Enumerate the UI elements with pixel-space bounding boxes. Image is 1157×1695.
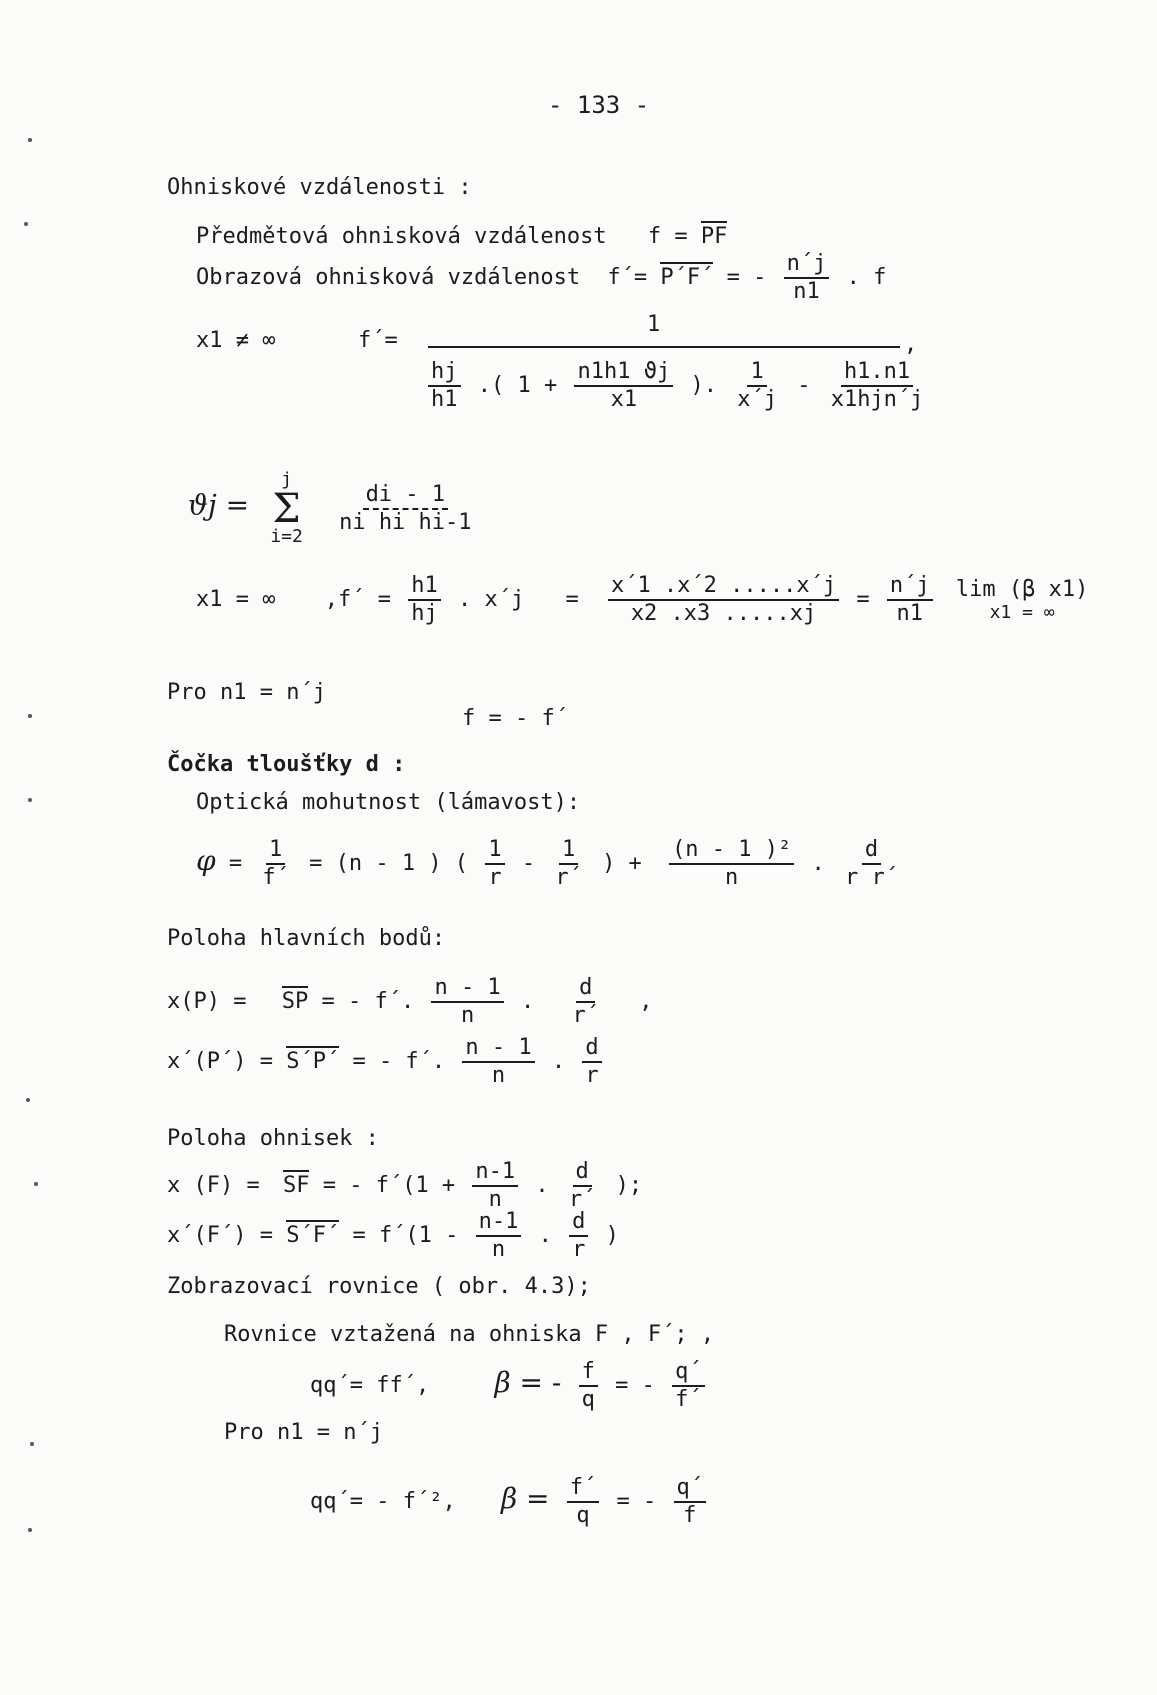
xp-d-num: d xyxy=(576,976,595,1003)
phi-symbol: φ xyxy=(196,844,216,878)
beta1-den: q xyxy=(581,1387,595,1413)
n-ratio xyxy=(887,574,933,626)
principal-heading: Poloha hlavních bodů: xyxy=(167,926,446,951)
one-over-xj xyxy=(734,360,780,412)
image-focal-den: n1 xyxy=(793,279,820,305)
xf-d-den: r´ xyxy=(568,1187,596,1213)
xp-tail: , xyxy=(639,989,653,1015)
general-main-bar xyxy=(428,346,900,348)
theta-term-den: x1 xyxy=(610,387,638,413)
power-dot: . xyxy=(811,851,825,877)
n1-den: n1 xyxy=(896,601,923,627)
image-focal-tail: . f xyxy=(846,265,887,291)
object-focal-label: Předmětová ohnisková vzdálenost xyxy=(196,224,607,249)
object-focal-line xyxy=(196,224,727,249)
margin-speck xyxy=(30,1442,34,1446)
image-focal-line xyxy=(196,252,886,304)
h1-den: h1 xyxy=(431,387,458,413)
h1n1-fraction xyxy=(828,360,927,412)
one-over-f xyxy=(259,838,292,890)
xf-n-den: n xyxy=(488,1187,502,1213)
imaging-line-1 xyxy=(310,1360,709,1412)
d-over-rr xyxy=(842,838,901,890)
infinite-condition: x1 = ∞ xyxy=(196,587,276,613)
xpp-d-fraction xyxy=(582,1036,601,1088)
general-numerator: 1 xyxy=(647,312,661,337)
margin-speck xyxy=(28,798,32,802)
x-product-fraction xyxy=(608,574,839,626)
sigma-symbol: Σ xyxy=(272,485,301,532)
beta2-den2: f xyxy=(683,1503,697,1529)
principal-line-1 xyxy=(167,976,652,1028)
beta1-frac-1 xyxy=(579,1360,598,1412)
theta-term-num: n1h1 ϑj xyxy=(574,360,673,387)
infinite-lhs: ,f´ = xyxy=(324,587,391,613)
newton-equation: qq´= ff´, xyxy=(310,1373,430,1399)
sp-segment: SP xyxy=(282,986,309,1014)
page-number: - 133 - xyxy=(548,91,650,119)
general-comma: , xyxy=(904,332,918,357)
infinite-eq2: = xyxy=(856,587,870,613)
xf-n-fraction xyxy=(472,1160,518,1212)
beta2-num2: q´ xyxy=(674,1476,707,1503)
x1hjnj-den: x1hjn´j xyxy=(830,387,924,413)
optical-power-label: Optická mohutnost (lámavost): xyxy=(196,790,581,815)
rr-den: r r´ xyxy=(845,865,899,891)
r1-den: r xyxy=(488,865,502,891)
beta1-frac-2 xyxy=(672,1360,705,1412)
xff-n-den: n xyxy=(491,1237,506,1263)
power-f-den: f´ xyxy=(262,865,289,891)
xf-d-num: d xyxy=(573,1160,592,1187)
xp-d-den: r´ xyxy=(572,1003,599,1029)
denominator-close: ). xyxy=(690,373,717,399)
xff-tail: ) xyxy=(605,1223,619,1249)
optical-power-formula xyxy=(196,838,905,890)
image-focal-num: n´j xyxy=(784,252,830,279)
object-focal-lhs: f = xyxy=(647,224,688,249)
power-close: ) + xyxy=(602,851,642,877)
xff-dot: . xyxy=(538,1223,552,1249)
xp-lhs: x(P) = xyxy=(167,989,247,1015)
x-product-num: x´1 .x´2 .....x´j xyxy=(608,574,839,601)
summation xyxy=(270,470,303,547)
power-one-num: 1 xyxy=(266,838,285,865)
xff-d-den: r xyxy=(572,1237,586,1263)
margin-speck xyxy=(24,222,28,226)
xp-eq: = - f´. xyxy=(321,989,415,1015)
phi-eq: = xyxy=(228,851,243,877)
xff-eq: = f´(1 - xyxy=(352,1223,459,1249)
xf-n-num: n-1 xyxy=(472,1160,518,1187)
beta1-lhs: β = - xyxy=(494,1366,562,1400)
limit-subscript: x1 = ∞ xyxy=(989,601,1055,623)
xp-n-fraction xyxy=(431,976,503,1028)
sff-segment: S´F´ xyxy=(286,1220,339,1248)
xf-lhs: x (F) = xyxy=(167,1173,260,1199)
xp-n-den: n xyxy=(460,1003,475,1029)
imaging-condition: Pro n1 = n´j xyxy=(224,1420,383,1445)
infinite-eq: = xyxy=(565,587,579,613)
n-squared-num: (n - 1 )² xyxy=(669,838,794,865)
xpp-eq: = - f´. xyxy=(352,1049,446,1075)
limit-text: lim (β x1) xyxy=(955,577,1089,603)
sum-lower: i=2 xyxy=(270,525,303,547)
equal-index-condition: Pro n1 = n´j xyxy=(167,680,326,705)
xpp-dot: . xyxy=(551,1049,566,1075)
margin-speck xyxy=(34,1182,38,1186)
n-squared-den: n xyxy=(725,865,739,891)
margin-speck xyxy=(28,138,32,142)
image-focal-eq: = - xyxy=(726,265,767,291)
xj-den: x´j xyxy=(737,387,777,413)
h1-over-hj xyxy=(408,574,441,626)
theta-over-x1 xyxy=(574,360,673,412)
newton-equation-2: qq´= - f´², xyxy=(310,1489,456,1515)
foci-line-2 xyxy=(167,1210,619,1262)
xpp-d-num: d xyxy=(582,1036,601,1063)
beta2-eq: = - xyxy=(616,1489,657,1515)
general-denominator xyxy=(424,360,930,412)
one-over-r-prime xyxy=(552,838,585,890)
xff-d-num: d xyxy=(569,1210,588,1237)
margin-speck xyxy=(26,1098,30,1102)
r1-num: 1 xyxy=(485,838,504,865)
beta1-num2: q´ xyxy=(672,1360,705,1387)
image-focal-label: Obrazová ohnisková vzdálenost xyxy=(196,265,581,291)
n-squared-fraction xyxy=(669,838,794,890)
beta1-num: f xyxy=(579,1360,598,1387)
beta2-frac-1 xyxy=(567,1476,600,1528)
r2-den: r´ xyxy=(555,865,582,891)
xff-lhs: x´(F´) = xyxy=(167,1223,273,1249)
r2-num: 1 xyxy=(559,838,578,865)
equal-index-result: f = - f´ xyxy=(462,706,568,731)
hj-over-h1 xyxy=(428,360,461,412)
xf-tail: ); xyxy=(615,1173,643,1199)
limit-expression xyxy=(956,577,1088,623)
xff-d-fraction xyxy=(569,1210,588,1262)
object-focal-segment: PF xyxy=(701,221,728,249)
xpp-n-num: n - 1 xyxy=(462,1036,534,1063)
hj-den: hj xyxy=(411,601,438,627)
theta-lhs: ϑj = xyxy=(188,488,250,522)
power-minus: - xyxy=(521,851,536,877)
xp-d-fraction xyxy=(569,976,602,1028)
beta1-den2: f´ xyxy=(675,1387,702,1413)
beta1-eq: = - xyxy=(615,1373,655,1399)
imaging-line-2 xyxy=(310,1476,710,1528)
image-focal-lhs: f´= xyxy=(607,265,648,291)
hj-num: hj xyxy=(428,360,461,387)
foci-heading: Poloha ohnisek : xyxy=(167,1126,379,1151)
focal-heading: Ohniskové vzdálenosti : xyxy=(167,175,472,200)
beta2-lhs: β = xyxy=(500,1482,550,1516)
xff-n-fraction xyxy=(476,1210,522,1262)
general-condition: x1 ≠ ∞ xyxy=(196,328,276,353)
h1n1-num: h1.n1 xyxy=(841,360,913,387)
sf-segment: SF xyxy=(283,1170,310,1198)
one-num: 1 xyxy=(747,360,766,387)
xff-n-num: n-1 xyxy=(476,1210,522,1237)
xf-dot: . xyxy=(535,1173,549,1199)
lens-heading: Čočka tloušťky d : xyxy=(167,752,406,777)
infinite-case-line xyxy=(196,574,1092,626)
xf-eq: = - f´(1 + xyxy=(322,1173,456,1199)
xpp-n-den: n xyxy=(491,1063,506,1089)
image-focal-ratio xyxy=(784,252,830,304)
beta2-num: f´ xyxy=(567,1476,600,1503)
theta-num: di - 1 xyxy=(363,483,448,510)
principal-line-2 xyxy=(167,1036,606,1088)
sum-upper: j xyxy=(281,469,292,490)
infinite-mid: . x´j xyxy=(457,587,525,613)
general-lhs: f´= xyxy=(358,328,398,353)
foci-line-1 xyxy=(167,1160,642,1212)
imaging-sub-label: Rovnice vztažená na ohniska F , F´; , xyxy=(224,1322,715,1347)
h1-num: h1 xyxy=(408,574,441,601)
nj-num: n´j xyxy=(887,574,933,601)
margin-speck xyxy=(28,714,32,718)
margin-speck xyxy=(28,1528,32,1532)
one-over-r xyxy=(485,838,504,890)
d-num: d xyxy=(862,838,881,865)
beta2-den: q xyxy=(576,1503,590,1529)
denominator-minus: - xyxy=(797,373,811,399)
theta-fraction xyxy=(336,483,474,535)
xpp-lhs: x´(P´) = xyxy=(167,1049,273,1075)
xf-d-fraction xyxy=(566,1160,599,1212)
theta-definition xyxy=(188,470,479,547)
theta-den: ni hi hi-1 xyxy=(339,509,472,535)
xp-dot: . xyxy=(520,989,535,1015)
image-focal-segment: P´F´ xyxy=(660,262,713,290)
imaging-heading: Zobrazovací rovnice ( obr. 4.3); xyxy=(167,1274,591,1299)
power-n-minus-1: = (n - 1 ) ( xyxy=(309,851,469,877)
xpp-n-fraction xyxy=(462,1036,534,1088)
xpp-d-den: r xyxy=(585,1063,599,1089)
xp-n-num: n - 1 xyxy=(431,976,503,1003)
x-product-den: x2 .x3 .....xj xyxy=(630,601,817,627)
denominator-open: .( 1 + xyxy=(477,373,558,399)
spp-segment: S´P´ xyxy=(286,1046,339,1074)
beta2-frac-2 xyxy=(674,1476,707,1528)
